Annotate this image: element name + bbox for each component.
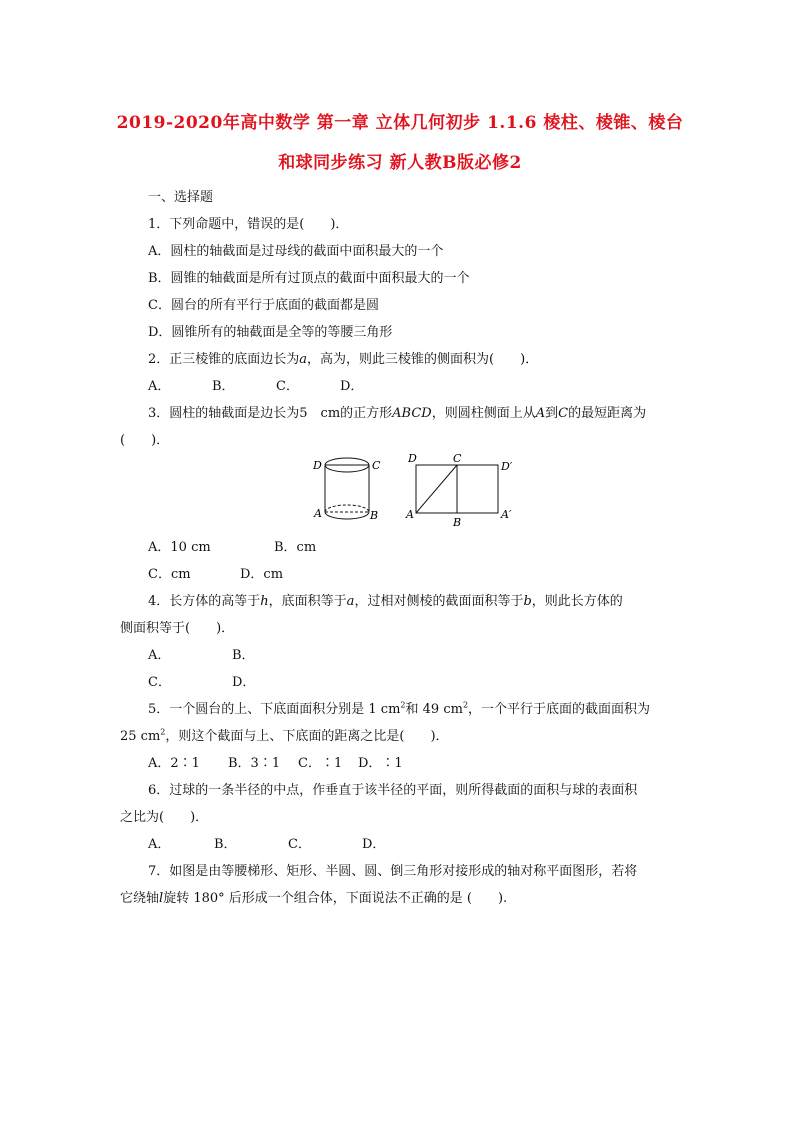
q4-option-c: C． xyxy=(148,675,171,690)
q7-stem: 7．如图是由等腰梯形、矩形、半圆、圆、倒三角形对接形成的轴对称平面图形，若将 xyxy=(148,864,638,879)
cyl-label-c: C xyxy=(372,459,381,472)
section-heading: 一、选择题 xyxy=(148,190,214,205)
q3-options-row1 xyxy=(148,536,316,555)
q3-stem-pre: 3．圆柱的轴截面是边长为5 cm的正方形 xyxy=(148,406,393,421)
rect-label-c: C xyxy=(453,452,462,465)
cylinder-figure xyxy=(308,450,388,528)
q4-stem-post: ，则此长方体的 xyxy=(531,594,623,609)
q6-option-b: B． xyxy=(214,837,237,852)
q5-option-c: C．∶1 xyxy=(298,756,343,771)
q2-option-a: A． xyxy=(148,379,171,394)
q7-var-l: l xyxy=(159,891,164,906)
q1-stem: 1．下列命题中，错误的是( )． xyxy=(148,217,349,232)
q3-stem-post: 的最短距离为 xyxy=(568,406,647,421)
q3-option-a: A．10 cm xyxy=(148,540,211,555)
q5-stem-pre: 5．一个圆台的上、下底面面积分别是 1 cm xyxy=(148,702,401,717)
q7-line2-pre: 它绕轴 xyxy=(120,891,160,906)
q3-stem-line2: ( )． xyxy=(120,433,170,448)
q4-options-row1 xyxy=(148,644,255,663)
q3-stem-mid2: 到 xyxy=(545,406,559,421)
q5-option-a: A．2∶1 xyxy=(148,756,200,771)
q5-sup3: 2 xyxy=(160,727,166,737)
q4-option-b: B． xyxy=(232,648,255,663)
q5-line2-pre: 25 cm xyxy=(120,729,161,744)
q6-option-c: C． xyxy=(288,837,311,852)
cyl-label-a: A xyxy=(314,507,322,520)
q3-options-row2 xyxy=(148,563,283,582)
q3-var-c: C xyxy=(558,406,569,421)
q3-stem xyxy=(148,402,646,421)
cylinder-bottom-front xyxy=(325,512,369,519)
q6-option-d: D． xyxy=(362,837,386,852)
q4-stem xyxy=(148,590,623,609)
rect-label-d: D xyxy=(408,452,417,465)
q2-options xyxy=(148,375,363,394)
q7-stem-line2 xyxy=(120,887,507,906)
q1-option-b: B．圆锥的轴截面是所有过顶点的截面中面积最大的一个 xyxy=(148,271,470,286)
q2-stem xyxy=(148,348,538,367)
q6-options xyxy=(148,833,385,852)
cyl-label-d: D xyxy=(313,459,322,472)
q2-option-b: B． xyxy=(212,379,235,394)
q6-option-a: A． xyxy=(148,837,171,852)
q4-option-a: A． xyxy=(148,648,171,663)
q5-line2-post: ，则这个截面与上、下底面的距离之比是( )． xyxy=(165,729,449,744)
q1-option-c: C．圆台的所有平行于底面的截面都是圆 xyxy=(148,298,379,313)
q4-var-h: h xyxy=(260,594,269,609)
q2-stem-pre: 2．正三棱锥的底面边长为 xyxy=(148,352,300,367)
q3-option-d: D．cm xyxy=(240,567,284,582)
q6-stem: 6．过球的一条半径的中点，作垂直于该半径的平面，则所得截面的面积与球的表面积 xyxy=(148,783,638,798)
q5-stem xyxy=(148,698,650,717)
q4-options-row2 xyxy=(148,671,255,690)
q6-stem-line2: 之比为( )． xyxy=(120,810,209,825)
q1-option-a: A．圆柱的轴截面是过母线的截面中面积最大的一个 xyxy=(148,244,444,259)
rect-label-b: B xyxy=(453,516,462,528)
q5-option-d: D．∶1 xyxy=(358,756,403,771)
q3-stem-mid1: ，则圆柱侧面上从 xyxy=(431,406,536,421)
doc-title-line1: 2019-2020年高中数学 第一章 立体几何初步 1.1.6 棱柱、棱锥、棱台 xyxy=(116,113,684,133)
q4-stem-mid2: ，过相对侧棱的截面面积等于 xyxy=(354,594,524,609)
q4-option-d: D． xyxy=(232,675,256,690)
q5-option-b: B．3∶1 xyxy=(228,756,281,771)
cyl-label-b: B xyxy=(370,509,379,522)
rect-label-a: A xyxy=(406,508,414,521)
cylinder-bottom-back xyxy=(325,505,369,512)
q3-var-a: A xyxy=(535,406,546,421)
q2-option-d: D． xyxy=(340,379,364,394)
q5-stem-mid: 和 49 cm xyxy=(405,702,463,717)
q5-sup1: 2 xyxy=(400,700,406,710)
q2-stem-post: ，高为，则此三棱锥的侧面积为( )． xyxy=(307,352,539,367)
q4-stem-pre: 4．长方体的高等于 xyxy=(148,594,261,609)
q5-stem-post: ，一个平行于底面的截面面积为 xyxy=(468,702,651,717)
q4-var-a: a xyxy=(346,594,355,609)
q3-option-b: B．cm xyxy=(274,540,317,555)
q5-stem-line2 xyxy=(120,725,449,744)
q4-stem-line2: 侧面积等于( )． xyxy=(120,621,235,636)
q4-stem-mid1: ，底面积等于 xyxy=(268,594,347,609)
q5-sup2: 2 xyxy=(462,700,469,710)
q3-var-abcd: ABCD xyxy=(392,406,432,421)
q3-option-c: C．cm xyxy=(148,567,191,582)
doc-title-line2: 和球同步练习 新人教B版必修2 xyxy=(278,153,522,173)
rect-label-dprime: D′ xyxy=(501,460,513,473)
q5-options xyxy=(148,752,403,771)
rect-label-aprime: A′ xyxy=(501,508,512,521)
q2-option-c: C． xyxy=(276,379,299,394)
q2-var-a: a xyxy=(299,352,308,367)
unfolded-diagonal-ac xyxy=(416,465,457,513)
q7-line2-post: 旋转 180° 后形成一个组合体，下面说法不正确的是 ( ). xyxy=(163,891,508,906)
unfolded-rect-figure xyxy=(400,450,525,528)
q4-var-b: b xyxy=(523,594,532,609)
q1-option-d: D．圆锥所有的轴截面是全等的等腰三角形 xyxy=(148,325,393,340)
